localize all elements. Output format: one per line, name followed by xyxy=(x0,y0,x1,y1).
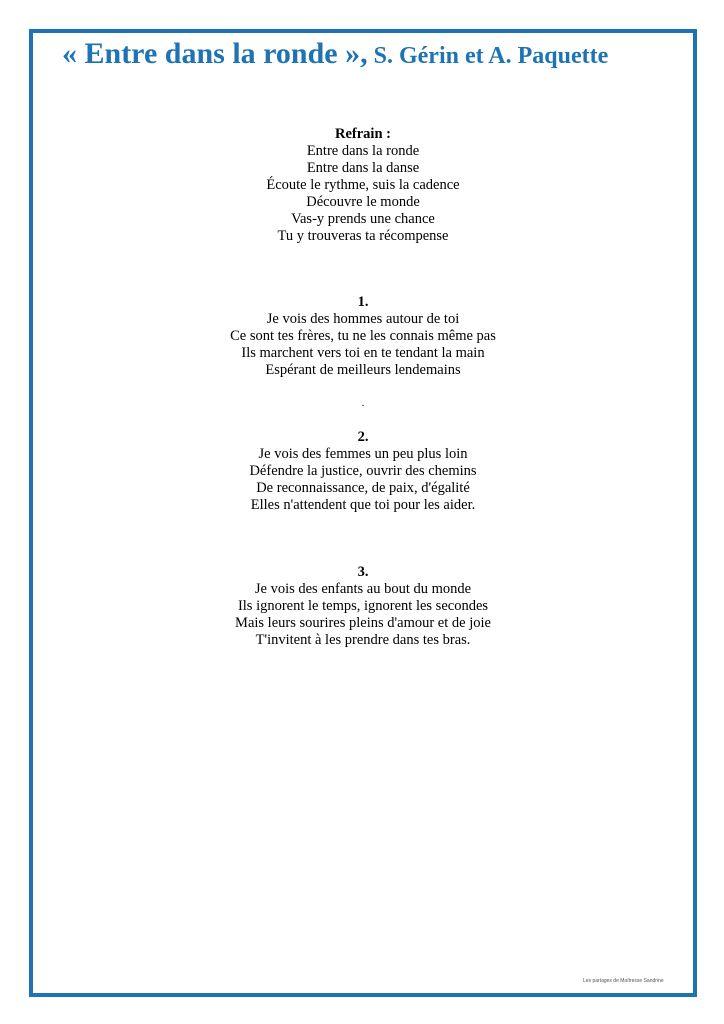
song-title-main: « Entre dans la ronde », xyxy=(62,37,368,70)
verse-line: Espérant de meilleurs lendemains xyxy=(265,362,461,378)
refrain-line: Tu y trouveras ta récompense xyxy=(277,228,449,244)
verse-line: Je vois des enfants au bout du monde xyxy=(254,581,472,597)
verse-line: Mais leurs sourires pleins d'amour et de joie xyxy=(235,615,491,631)
verse-3-block xyxy=(33,564,693,649)
verse-line: Elles n'attendent que toi pour les aider. xyxy=(250,497,476,513)
verse-number: 2. xyxy=(357,429,369,445)
verse-line: Je vois des femmes un peu plus loin xyxy=(258,446,468,462)
verse-number: 3. xyxy=(357,564,369,580)
verse-line: Défendre la justice, ouvrir des chemins xyxy=(249,463,477,479)
verse-1-block xyxy=(33,294,693,379)
refrain-line: Découvre le monde xyxy=(306,194,420,210)
verse-line: De reconnaissance, de paix, d'égalité xyxy=(256,480,470,496)
refrain-line: Entre dans la ronde xyxy=(306,143,420,159)
verse-line: Ils marchent vers toi en te tendant la main xyxy=(241,345,485,361)
verse-line: T'invitent à les prendre dans tes bras. xyxy=(255,632,471,648)
refrain-line: Entre dans la danse xyxy=(306,160,420,176)
song-authors: S. Gérin et A. Paquette xyxy=(367,43,609,69)
verse-number: 1. xyxy=(357,294,369,310)
song-title xyxy=(62,34,608,74)
refrain-line: Vas-y prends une chance xyxy=(291,211,435,227)
refrain-block xyxy=(33,126,693,245)
verse-line: Je vois des hommes autour de toi xyxy=(266,311,460,327)
separator-dot: . xyxy=(361,398,365,409)
verse-2-block xyxy=(33,429,693,514)
refrain-line: Écoute le rythme, suis la cadence xyxy=(266,177,460,193)
verse-line: Ce sont tes frères, tu ne les connais même pas xyxy=(230,328,496,344)
refrain-heading: Refrain : xyxy=(335,126,391,142)
verse-line: Ils ignorent le temps, ignorent les secondes xyxy=(237,598,489,614)
footer-credit: Les partages de Maîtresse Sandrine xyxy=(583,978,664,984)
